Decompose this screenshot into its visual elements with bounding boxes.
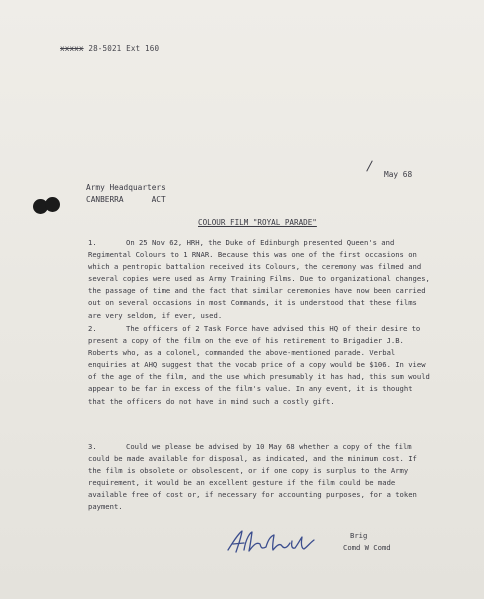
recipient-territory: ACT — [151, 195, 166, 204]
struck-out-text: xxxxx — [60, 44, 84, 53]
handwritten-signature — [224, 528, 318, 556]
paragraph — [88, 323, 430, 408]
paragraph-number: 3. — [88, 442, 97, 451]
paragraph — [88, 441, 430, 514]
paragraph-text: Could we please be advised by 10 May 68 whether a copy of the film could be made available for disposal, as indicated, and the minimum cost. If the film is obsolete or obsolescent, or if one copy is surplus to the Army requirement, it would be an excellent gesture if the film could be made available free of cost or, if necessary for accounting purposes, for a token payment. — [88, 442, 417, 512]
reference-line — [60, 44, 159, 53]
paragraph-number: 1. — [88, 238, 97, 247]
signatory-rank: Brig — [350, 531, 368, 540]
paragraph-text: The officers of 2 Task Force have advised this HQ of their desire to present a copy of the film on the eve of his retirement to Brigadier J.B. Roberts who, as a colonel, commanded the above-mentioned parade. Verbal enquiries at AHQ suggest that the vocab price of a copy would be $106. In view of the age of the film, and the use which presumably it has had, this sum would appear to be far in excess of the film's value. In any event, it is thought that the officers do not have in mind such a costly gift. — [88, 324, 430, 406]
paragraph-number: 2. — [88, 324, 97, 333]
recipient-location — [86, 195, 166, 204]
reference-number: 28-5021 Ext 160 — [88, 44, 160, 53]
letter-date: May 68 — [384, 170, 413, 179]
letter-title: COLOUR FILM "ROYAL PARADE" — [198, 218, 317, 227]
signatory-appointment: Comd W Comd — [343, 543, 391, 552]
paragraph — [88, 237, 430, 322]
paragraph-text: On 25 Nov 62, HRH, the Duke of Edinburgh presented Queen's and Regimental Colours to 1 RNAR. Because this was one of the first occasions on which a pentropic battalion received its Colours, the ceremony was filmed and several copies were used as Army Training Films. Due to organizational changes, the passage of time and the fact that similar ceremonies have now been carried out on several occasions in most Commands, it is understood that these films are very seldom, if ever, used. — [88, 238, 430, 320]
punch-hole — [45, 197, 60, 212]
recipient-city: CANBERRA — [86, 195, 124, 204]
handwritten-tick-mark — [366, 160, 373, 171]
recipient-name: Army Headquarters — [86, 183, 166, 192]
